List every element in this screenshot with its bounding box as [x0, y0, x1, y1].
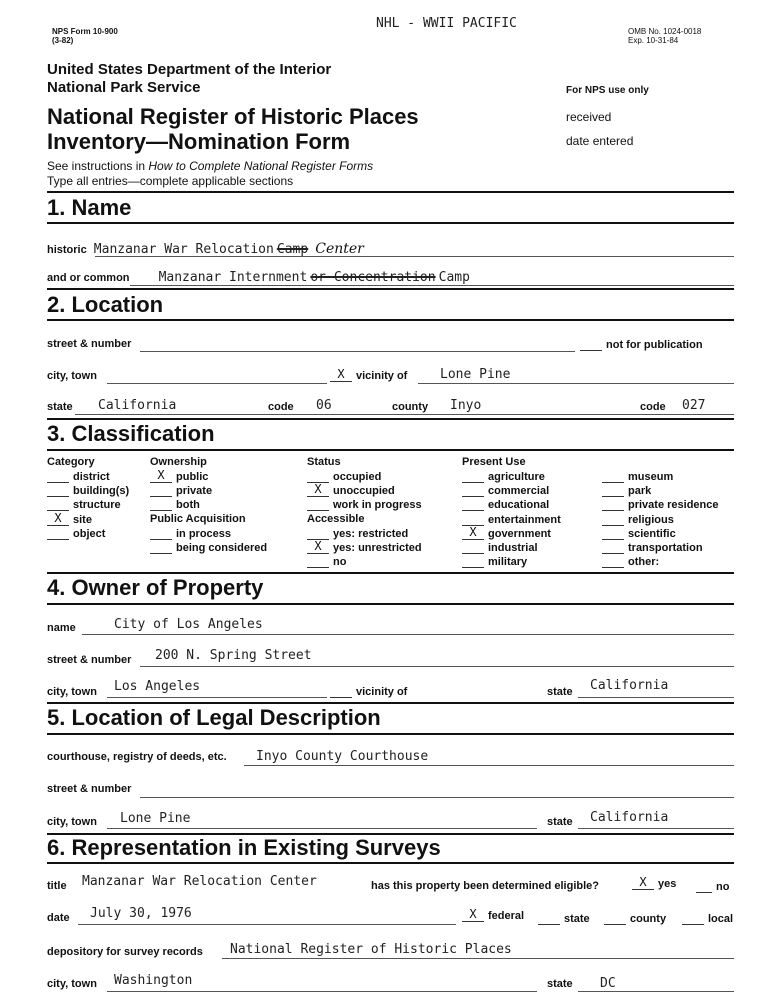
historic-label: historic: [47, 244, 87, 256]
option-label: site: [73, 513, 92, 526]
survey-date[interactable]: July 30, 1976: [90, 906, 192, 921]
code-label: [268, 401, 294, 413]
common-row: [47, 270, 470, 285]
depository-value[interactable]: National Register of Historic Places: [230, 942, 512, 957]
survey-city-label: [47, 978, 97, 990]
classification-column-heading: Ownership: [150, 456, 207, 468]
code2-label-text: code: [640, 401, 666, 413]
use-option-other[interactable]: [602, 555, 659, 568]
legal-city[interactable]: Lone Pine: [120, 811, 191, 826]
state-option-label: state: [564, 913, 590, 925]
form-title-1: National Register of Historic Places: [47, 104, 419, 129]
section-5-heading: 5. Location of Legal Description: [47, 705, 381, 730]
option-label: other:: [628, 556, 660, 569]
fill-line: [578, 697, 734, 698]
no-blank: [696, 880, 712, 893]
survey-title-label: [47, 880, 67, 892]
nps-use-label: For NPS use only: [566, 85, 649, 96]
not-pub-label: not for publication: [606, 339, 703, 351]
survey-date-label: [47, 912, 70, 924]
instructions-title: How to Complete National Register Forms: [148, 159, 374, 173]
instructions-2: Type all entries—complete applicable sections: [47, 174, 294, 188]
checkbox-blank: [462, 498, 484, 511]
vicinity-check[interactable]: [330, 369, 407, 382]
option-label: scientific: [628, 527, 676, 540]
vicinity-value[interactable]: Lone Pine: [440, 367, 511, 382]
option-label: yes: unrestricted: [333, 542, 422, 555]
legal-state[interactable]: California: [590, 810, 669, 825]
legal-street-label: [47, 783, 131, 795]
classification-column-heading: Present Use: [462, 456, 526, 468]
code2-label: [640, 401, 666, 413]
ownership-option-both[interactable]: [150, 498, 200, 511]
legal-city-label: [47, 816, 97, 828]
option-label: park: [628, 485, 652, 498]
common-name[interactable]: Manzanar Internment: [158, 270, 308, 285]
checkbox-blank: [602, 527, 624, 540]
vicinity-label: vicinity of: [356, 370, 408, 382]
category-option-object[interactable]: [47, 527, 105, 540]
section-rule: [47, 862, 734, 864]
option-label: work in progress: [333, 499, 422, 512]
fill-line: [578, 828, 734, 829]
category-option-site[interactable]: [47, 510, 92, 526]
checkbox-blank: X: [150, 470, 172, 483]
fill-line: [75, 414, 734, 415]
service: National Park Service: [47, 79, 201, 96]
vicinity-label: vicinity of: [356, 686, 408, 698]
checkbox-blank: [462, 555, 484, 568]
location-street-label: [47, 338, 131, 350]
option-label: commercial: [488, 485, 550, 498]
local-blank: [682, 912, 704, 925]
fill-line: [140, 351, 575, 352]
option-label: unoccupied: [333, 485, 395, 498]
checkbox-blank: [150, 541, 172, 554]
federal-label: federal: [488, 910, 525, 922]
checkbox-blank: [150, 498, 172, 511]
checkbox-blank: X: [47, 513, 69, 526]
fill-line: [418, 383, 734, 384]
use-option-religious[interactable]: [602, 513, 674, 526]
fill-line: [107, 991, 537, 992]
checkbox-blank: [47, 470, 69, 483]
instructions-prefix: See instructions in: [47, 159, 149, 173]
received-label: received: [566, 110, 612, 124]
use-option-military[interactable]: [462, 555, 527, 568]
use-option-government[interactable]: [462, 524, 551, 540]
acquisition-option-in-process[interactable]: [150, 527, 231, 540]
state-value[interactable]: California: [98, 398, 177, 413]
classification-column-heading: Public Acquisition: [150, 513, 246, 525]
category-option-building-s[interactable]: [47, 484, 129, 497]
checkbox-blank: X: [307, 541, 329, 554]
date-label: date: [47, 912, 70, 924]
city-label: city, town: [47, 978, 97, 990]
local-option-label: local: [708, 913, 734, 925]
checkbox-blank: [462, 484, 484, 497]
category-option-district[interactable]: [47, 470, 110, 483]
section-rule: [47, 418, 734, 420]
section-1-heading: 1. Name: [47, 195, 132, 220]
fill-line: [578, 991, 734, 992]
courthouse-label: [47, 751, 227, 763]
eligible-yes[interactable]: [632, 877, 676, 890]
fill-line: [130, 285, 734, 286]
checkbox-blank: [462, 470, 484, 483]
not-pub-blank: [580, 338, 602, 351]
option-label: no: [333, 556, 347, 569]
section-6-heading: 6. Representation in Existing Surveys: [47, 835, 441, 860]
historic-handwritten: Center: [315, 241, 364, 257]
classification-column-heading: Category: [47, 456, 95, 468]
option-label: being considered: [176, 542, 268, 555]
option-label: public: [176, 471, 209, 483]
owner-city[interactable]: Los Angeles: [114, 679, 201, 694]
checkbox-blank: [307, 498, 329, 511]
section-rule: [47, 319, 734, 321]
court-label-text: courthouse, registry of deeds, etc.: [47, 751, 227, 763]
option-label: district: [73, 471, 110, 483]
option-label: both: [176, 499, 200, 512]
section-2-heading: 2. Location: [47, 292, 164, 317]
code2-value[interactable]: 027: [682, 398, 706, 413]
vicinity-mark: X: [330, 369, 352, 382]
section-rule: [47, 702, 734, 704]
eligible-no[interactable]: [696, 880, 729, 893]
survey-city[interactable]: Washington: [114, 973, 193, 988]
yes-label: yes: [658, 878, 677, 890]
option-label: educational: [488, 499, 550, 512]
checkbox-blank: [47, 527, 69, 540]
common-label: and or common: [47, 272, 130, 284]
status-option-unoccupied[interactable]: [307, 484, 395, 497]
section-rule: [47, 288, 734, 290]
fill-line: [222, 958, 734, 959]
fill-line: [244, 765, 734, 766]
use-option-private-residence[interactable]: [602, 498, 719, 511]
department: United States Department of the Interior: [47, 61, 332, 78]
ownership-option-public[interactable]: [150, 470, 208, 483]
use-option-entertainment[interactable]: [462, 513, 561, 526]
historic-name[interactable]: Manzanar War Relocation: [93, 242, 274, 257]
checkbox-blank: [602, 498, 624, 511]
level-state[interactable]: [538, 912, 590, 925]
checkbox-blank: [47, 484, 69, 497]
yes-mark: X: [632, 877, 654, 890]
option-label: agriculture: [488, 471, 545, 483]
common-struck-words: or Concentration: [310, 270, 436, 285]
checkbox-blank: [307, 527, 329, 540]
code-value[interactable]: 06: [316, 398, 332, 413]
expiration: Exp. 10-31-84: [628, 36, 679, 45]
state-label: state: [47, 401, 73, 413]
option-label: building(s): [73, 485, 130, 498]
use-option-agriculture[interactable]: [462, 470, 545, 483]
eligible-question: [371, 880, 599, 892]
county-value[interactable]: Inyo: [450, 398, 482, 413]
fill-line: [107, 383, 327, 384]
checkbox-blank: [150, 484, 172, 497]
level-county[interactable]: [604, 912, 666, 925]
option-label: private: [176, 485, 213, 498]
depository-label: [47, 946, 203, 958]
use-option-commercial[interactable]: [462, 484, 549, 497]
city-label: city, town: [47, 686, 97, 698]
county-option-label: county: [630, 913, 667, 925]
option-label: yes: restricted: [333, 528, 409, 540]
checkbox-blank: [150, 527, 172, 540]
fill-line: [95, 256, 734, 257]
historic-struck-word: Camp: [276, 242, 309, 257]
accessible-option-yes-restricted[interactable]: [307, 527, 408, 540]
checkbox-blank: [602, 470, 624, 483]
section-rule: [47, 449, 734, 451]
option-label: occupied: [333, 471, 382, 483]
checkbox-blank: [602, 541, 624, 554]
classification-column-heading: Status: [307, 456, 341, 468]
level-federal[interactable]: [462, 909, 524, 922]
section-rule: [47, 191, 734, 193]
section-rule: [47, 222, 734, 224]
checkbox-blank: [602, 513, 624, 526]
option-label: transportation: [628, 542, 703, 554]
code-label-text: code: [268, 401, 294, 413]
historic-row: [47, 241, 364, 257]
level-local[interactable]: [682, 912, 733, 925]
form-revision: (3-82): [52, 36, 74, 45]
checkbox-blank: [47, 498, 69, 511]
survey-state[interactable]: DC: [600, 976, 616, 991]
checkbox-blank: [462, 513, 484, 526]
use-option-industrial[interactable]: [462, 541, 538, 554]
city-label: city, town: [47, 370, 97, 382]
courthouse-value[interactable]: Inyo County Courthouse: [256, 749, 429, 764]
use-option-park[interactable]: [602, 484, 651, 497]
option-label: structure: [73, 499, 121, 512]
option-label: entertainment: [488, 513, 561, 526]
option-label: object: [73, 527, 106, 540]
city-label: city, town: [47, 816, 97, 828]
fill-line: [82, 634, 734, 635]
owner-vicinity[interactable]: [330, 685, 407, 698]
checkbox-blank: [602, 555, 624, 568]
county-blank: [604, 912, 626, 925]
handwritten-note: NHL - WWII PACIFIC: [376, 16, 517, 31]
checkbox-blank: [307, 470, 329, 483]
survey-title[interactable]: Manzanar War Relocation Center: [82, 874, 317, 889]
section-4-heading: 4. Owner of Property: [47, 575, 264, 600]
owner-street-label: [47, 654, 131, 666]
checkbox-blank: X: [462, 527, 484, 540]
owner-state[interactable]: California: [590, 678, 669, 693]
instructions: [47, 159, 373, 173]
depository-label-text: depository for survey records: [47, 946, 203, 958]
fill-line: [107, 697, 327, 698]
use-option-transportation[interactable]: [602, 541, 703, 554]
eligible-question-text: has this property been determined eligible?: [371, 880, 599, 892]
county-label-text: county: [392, 401, 429, 413]
status-option-occupied[interactable]: [307, 470, 381, 483]
option-label: religious: [628, 513, 674, 526]
fill-line: [140, 797, 734, 798]
owner-name[interactable]: City of Los Angeles: [114, 617, 263, 632]
state-label: state: [547, 978, 573, 990]
section-3-heading: 3. Classification: [47, 421, 215, 446]
option-label: government: [488, 527, 551, 540]
federal-mark: X: [462, 909, 484, 922]
omb-number: OMB No. 1024-0018: [628, 27, 702, 36]
owner-name-label: [47, 622, 76, 634]
option-label: industrial: [488, 542, 538, 554]
category-option-structure[interactable]: [47, 498, 121, 511]
section-rule: [47, 733, 734, 735]
state-row: [47, 401, 73, 413]
status-option-work-in-progress[interactable]: [307, 498, 422, 511]
state-blank: [538, 912, 560, 925]
street-label: street & number: [47, 338, 132, 350]
common-name-end: Camp: [438, 270, 470, 285]
checkbox-blank: [462, 541, 484, 554]
accessible-option-no[interactable]: [307, 555, 346, 568]
checkbox-blank: [602, 484, 624, 497]
ownership-option-private[interactable]: [150, 484, 212, 497]
section-rule: [47, 603, 734, 605]
use-option-educational[interactable]: [462, 498, 549, 511]
use-option-scientific[interactable]: [602, 527, 676, 540]
fill-line: [140, 666, 734, 667]
title-label: title: [47, 880, 67, 892]
vicinity-blank: [330, 685, 352, 698]
state-label: state: [547, 686, 573, 698]
county-label: [392, 401, 428, 413]
no-label: no: [716, 881, 730, 893]
fill-line: [107, 828, 537, 829]
state-label: state: [547, 816, 573, 828]
option-label: private residence: [628, 499, 719, 512]
not-for-publication[interactable]: [580, 338, 703, 351]
form-title-2: Inventory—Nomination Form: [47, 129, 351, 154]
owner-street[interactable]: 200 N. Spring Street: [155, 648, 312, 663]
owner-state-label: [547, 686, 573, 698]
owner-city-label: [47, 686, 97, 698]
name-label: name: [47, 622, 76, 634]
street-label: street & number: [47, 783, 132, 795]
fill-line: [78, 924, 456, 925]
option-label: military: [488, 556, 528, 569]
use-option-museum[interactable]: [602, 470, 673, 483]
accessible-option-yes-unrestricted[interactable]: [307, 541, 422, 554]
form-number: NPS Form 10-900: [52, 27, 118, 36]
option-label: museum: [628, 471, 674, 483]
classification-column-heading: Accessible: [307, 513, 365, 525]
checkbox-blank: X: [307, 484, 329, 497]
section-rule: [47, 572, 734, 574]
acquisition-option-being-considered[interactable]: [150, 541, 267, 554]
survey-state-label: [547, 978, 573, 990]
location-city-label: [47, 370, 97, 382]
checkbox-blank: [307, 555, 329, 568]
legal-state-label: [547, 816, 573, 828]
option-label: in process: [176, 528, 232, 540]
street-label: street & number: [47, 654, 132, 666]
date-entered-label: date entered: [566, 134, 634, 148]
